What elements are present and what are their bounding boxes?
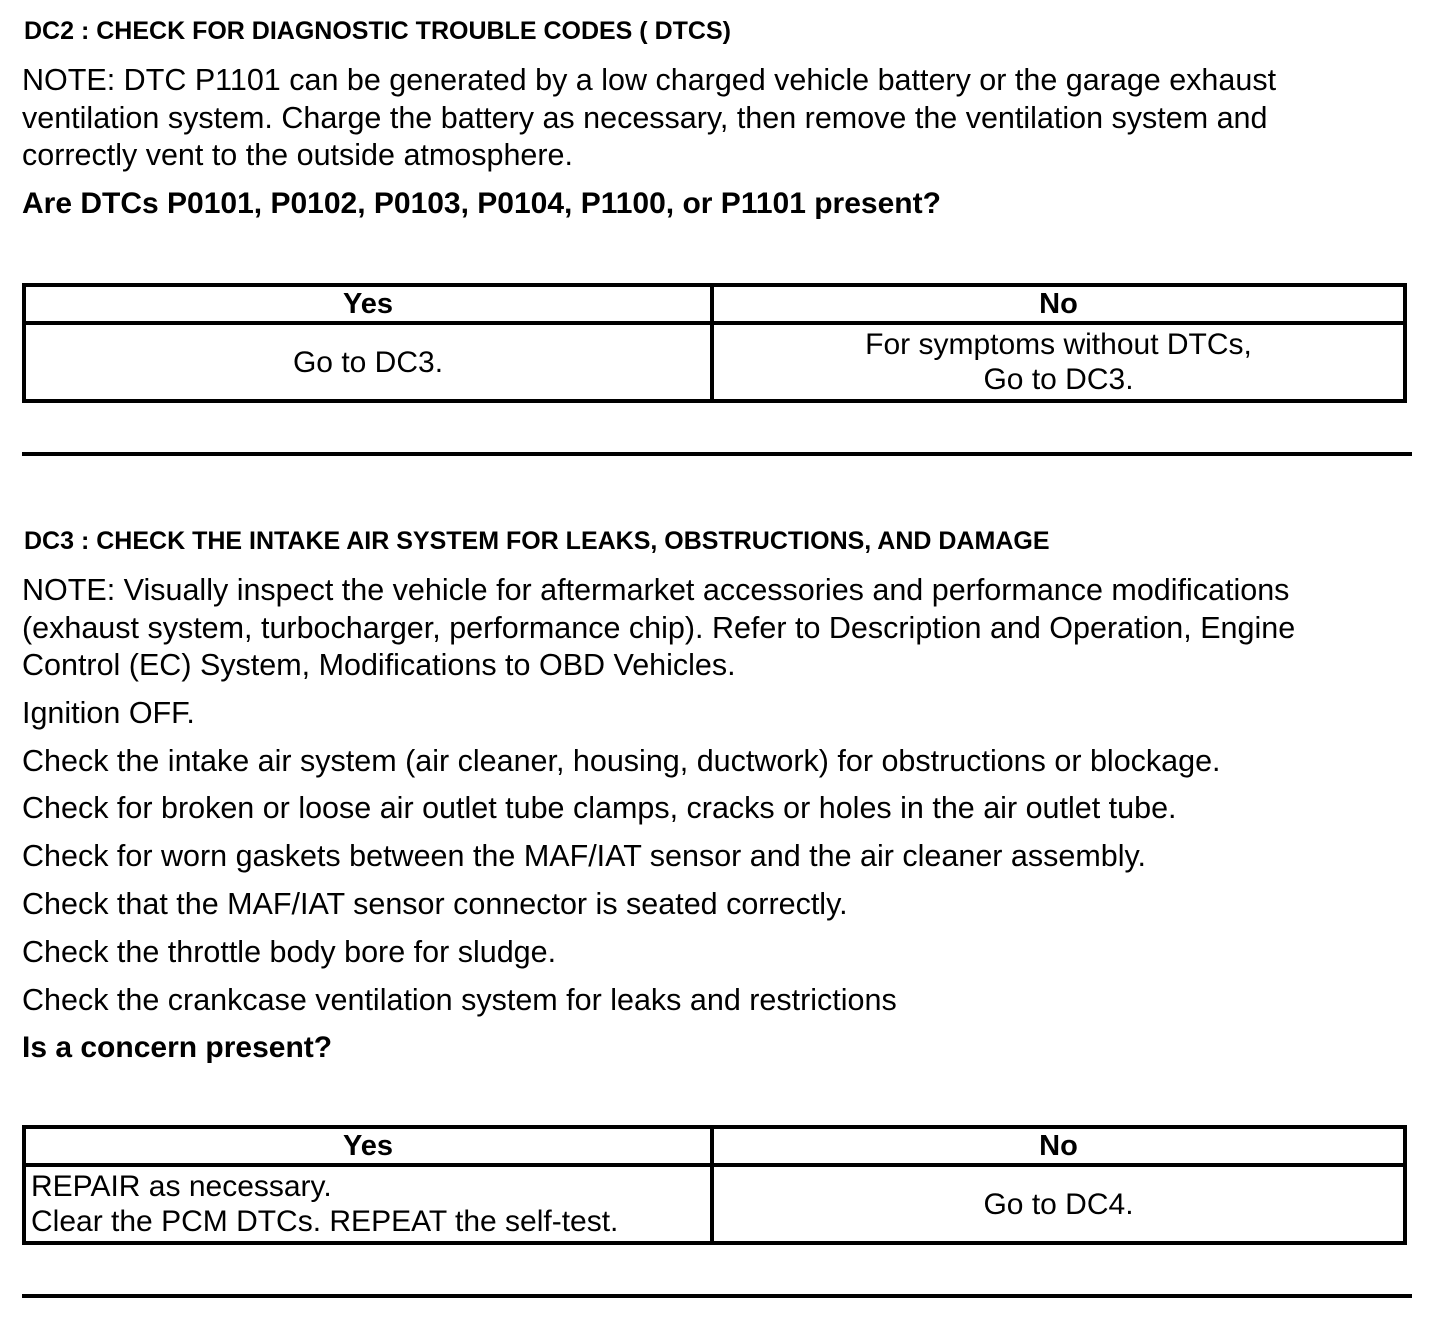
dc3-note-line-1: NOTE: Visually inspect the vehicle for aftermarket accessories and performance modifications (22, 573, 1290, 607)
section-divider (22, 452, 1412, 456)
dc2-heading: DC2 : CHECK FOR DIAGNOSTIC TROUBLE CODES ( DTCS) (24, 17, 731, 45)
dc2-no-action-line-1: For symptoms without DTCs, (865, 328, 1252, 361)
dc3-no-action: Go to DC4. (712, 1165, 1405, 1243)
dc2-note-line-3: correctly vent to the outside atmosphere. (22, 138, 573, 172)
dc3-step: Check for worn gaskets between the MAF/IAT sensor and the air cleaner assembly. (22, 839, 1146, 873)
dc3-step: Check for broken or loose air outlet tube clamps, cracks or holes in the air outlet tube. (22, 791, 1177, 825)
dc2-note (22, 62, 1422, 175)
dc2-no-action-line-2: Go to DC3. (983, 363, 1134, 396)
section-divider (22, 1294, 1412, 1298)
dc3-decision-table (22, 1125, 1407, 1245)
dc3-note (22, 572, 1432, 685)
dc3-step: Check the crankcase ventilation system for leaks and restrictions (22, 983, 897, 1017)
dc3-no-header: No (712, 1127, 1405, 1165)
dc3-note-line-3: Control (EC) System, Modifications to OBD Vehicles. (22, 648, 736, 682)
dc3-note-line-2: (exhaust system, turbocharger, performance chip). Refer to Description and Operation, Engine (22, 610, 1296, 645)
dc2-decision-table (22, 283, 1407, 403)
dc3-heading: DC3 : CHECK THE INTAKE AIR SYSTEM FOR LEAKS, OBSTRUCTIONS, AND DAMAGE (24, 527, 1050, 555)
dc3-yes-action (24, 1165, 712, 1243)
dc2-no-action (712, 323, 1405, 401)
dc3-yes-action-line-1: REPAIR as necessary. (31, 1170, 332, 1203)
dc2-yes-header: Yes (24, 285, 712, 323)
dc3-step: Ignition OFF. (22, 696, 195, 730)
dc2-no-header: No (712, 285, 1405, 323)
dc3-step: Check the throttle body bore for sludge. (22, 935, 557, 969)
dc3-step: Check that the MAF/IAT sensor connector is seated correctly. (22, 887, 848, 921)
dc3-yes-header: Yes (24, 1127, 712, 1165)
dc2-note-line-2: ventilation system. Charge the battery as necessary, then remove the ventilation system and (22, 100, 1268, 135)
dc2-yes-action: Go to DC3. (24, 323, 712, 401)
dc3-question: Is a concern present? (22, 1031, 333, 1064)
dc2-question: Are DTCs P0101, P0102, P0103, P0104, P1100, or P1101 present? (22, 187, 941, 220)
dc3-step: Check the intake air system (air cleaner, housing, ductwork) for obstructions or blockage. (22, 744, 1221, 778)
dc3-yes-action-line-2: Clear the PCM DTCs. REPEAT the self-test. (31, 1205, 619, 1238)
dc2-note-line-1: NOTE: DTC P1101 can be generated by a low charged vehicle battery or the garage exhaust (22, 63, 1277, 97)
